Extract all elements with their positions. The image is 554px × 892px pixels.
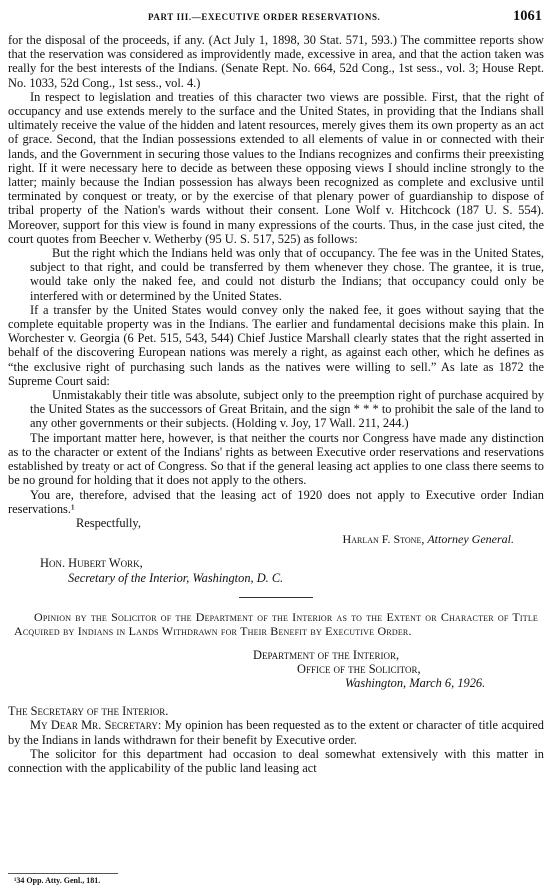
block-quote-holding: Unmistakably their title was absolute, subject only to the preemption right of purchase acquired by the United States as the successors of Great Britain, and the sign * * * to prohibit the sale of the land to any other governments or their subjects. (Holding v. Joy, 17 Wall. 211, 244.) bbox=[30, 388, 544, 431]
paragraph-transfer: If a transfer by the United States would convey only the naked fee, it goes without saying that the complete equitable property was in the Indians. The earlier and fundamental decisions make this plain. In Worchester v. Georgia (6 Pet. 515, 543, 544) Chief Justice Marshall clearly states that the right asserted in behalf of the discovering European nations was merely a right, as against each other, which he defines as “the exclusive right of purchasing such lands as the natives were willing to sell.” As late as 1872 the Supreme Court said: bbox=[8, 302, 544, 388]
paragraph-continued: for the disposal of the proceeds, if any. (Act July 1, 1898, 30 Stat. 571, 593.) The committee reports show that the reservation was considered as improvidently made, excessive in area, and that the action taken was really for the best interests of the Indians. (Senate Rept. No. 664, 52d Cong., 1st sess., vol. 3; House Rept. No. 1033, 52d Cong., 1st sess., vol. 4.) bbox=[8, 33, 544, 90]
footnote: ¹34 Opp. Atty. Genl., 181. bbox=[14, 876, 101, 885]
paragraph-important-matter: The important matter here, however, is that neither the courts nor Congress have made any distinction as to the character or extent of the Indians' rights as between Executive order reservations and reservations established by treaty or act of Congress. So that if the general leasing act applies to one class there seems to be no ground for holding that it does not apply to the others. bbox=[8, 430, 544, 488]
page-header bbox=[0, 7, 554, 27]
page-body bbox=[8, 33, 544, 775]
dept-office: Office of the Solicitor, bbox=[297, 662, 421, 677]
block-quote-beecher: But the right which the Indians held was only that of occupancy. The fee was in the United States, subject to that right, and could be transferred by them whenever they chose. The grantee, it is true, would take only the naked fee, and could not disturb the Indians; that occupancy could only be interfered with or determined by the United States. bbox=[30, 246, 544, 303]
opinion-title: Opinion by the Solicitor of the Department of the Interior as to the Extent or Character of Title Acquired by Indians in Lands Withdrawn for Their Benefit by Executive Order. bbox=[14, 609, 538, 638]
paragraph-advice: You are, therefore, advised that the leasing act of 1920 does not apply to Executive order Indian reservations.¹ bbox=[8, 487, 544, 516]
recipient: The Secretary of the Interior. bbox=[8, 704, 169, 719]
addressee-title: Secretary of the Interior, Washington, D. C. bbox=[68, 570, 284, 585]
signer-name: Harlan F. Stone, bbox=[342, 532, 425, 547]
signature-line bbox=[8, 532, 544, 546]
page-number: 1061 bbox=[513, 8, 542, 24]
salutation: My Dear Mr. Secretary: bbox=[30, 718, 162, 733]
paragraph-solicitor: The solicitor for this department had occasion to deal somewhat extensively with this matter in connection with the applicability of the public land leasing act bbox=[8, 746, 544, 775]
addressee-name: Hon. Hubert Work, bbox=[40, 556, 143, 571]
dept-heading bbox=[253, 648, 544, 690]
dept-place-date: Washington, March 6, 1926. bbox=[345, 676, 486, 691]
footnote-divider bbox=[8, 873, 118, 874]
paragraph-two-views: In respect to legislation and treaties of this character two views are possible. First, that the right of occupancy and use extends merely to the surface and the United States, in providing that the Indians shall ultimately receive the value of the hidden and latent resources, merely gives them its own property as an act of grace. Second, that the Indian possessions extended to all elements of value in or connected with their lands, and the Government in securing those values to the Indians recognizes and confirms their preexisting right. If it were necessary here to decide as between these opposing views I should incline strongly to the latter; mainly because the Indian possession has always been recognized as complete and exclusive until terminated by conquest or treaty, or by the exercise of that plenary power of guardianship to dispose of tribal property of the Nation's wards without their consent. Lone Wolf v. Hitchcock (187 U. S. 554). Moreover, support for this view is found in many expressions of the courts. Thus, in the case just cited, the court quotes from Beecher v. Wetherby (95 U. S. 517, 525) as follows: bbox=[8, 89, 544, 246]
opinion-request-text: My opinion has been requested as to the extent or character of title acquired by the Indians in lands withdrawn for their benefit by Executive order. bbox=[8, 718, 544, 747]
closing: Respectfully, bbox=[76, 515, 141, 530]
section-divider bbox=[239, 597, 313, 598]
running-head: PART III.—EXECUTIVE ORDER RESERVATIONS. bbox=[148, 12, 381, 22]
paragraph-opinion-request bbox=[8, 718, 544, 746]
dept-name: Department of the Interior, bbox=[253, 648, 400, 663]
signer-title: Attorney General. bbox=[427, 532, 514, 547]
